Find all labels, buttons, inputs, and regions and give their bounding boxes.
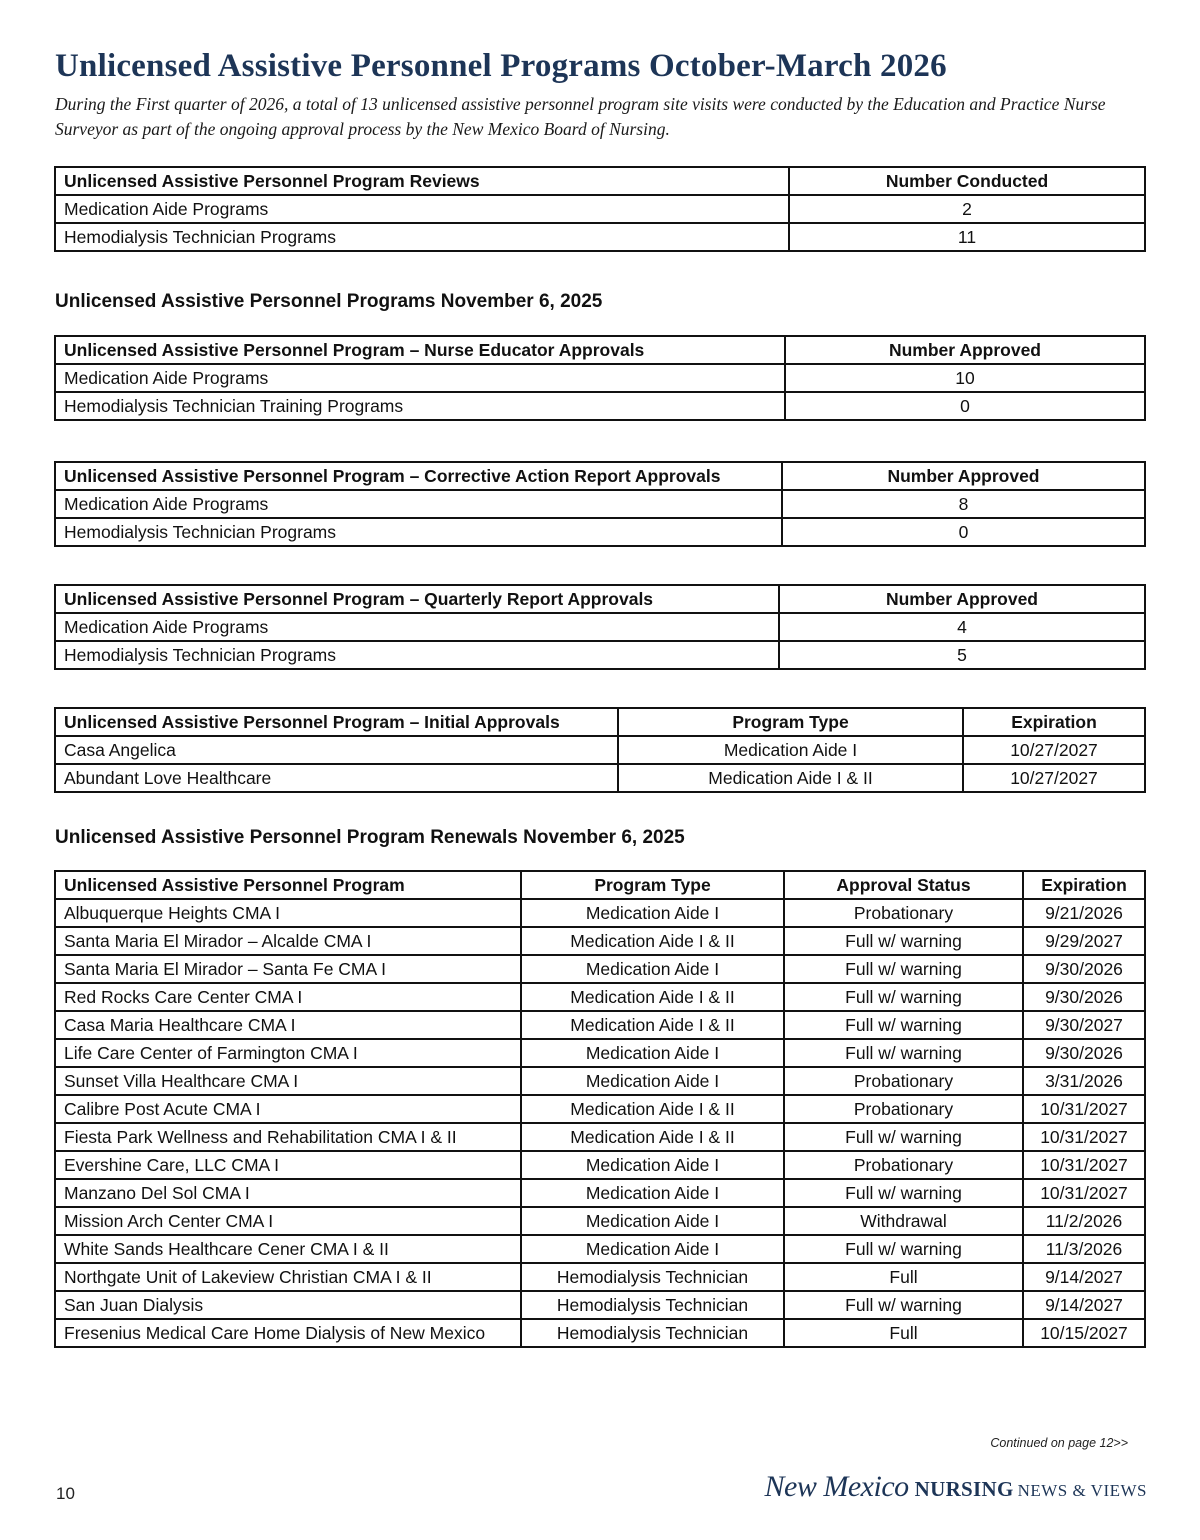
table-cell: Hemodialysis Technician	[521, 1263, 784, 1291]
table-cell: Full w/ warning	[784, 1291, 1023, 1319]
column-header: Unlicensed Assistive Personnel Program – Initial Approvals	[55, 708, 618, 736]
table-cell: 4	[779, 613, 1145, 641]
table-cell: Fiesta Park Wellness and Rehabilitation CMA I & II	[55, 1123, 521, 1151]
column-header: Expiration	[963, 708, 1145, 736]
table-cell: Medication Aide Programs	[55, 364, 785, 392]
table-cell: 9/21/2026	[1023, 899, 1145, 927]
table-cell: Full w/ warning	[784, 1179, 1023, 1207]
table-cell: Full w/ warning	[784, 955, 1023, 983]
table-cell: Full	[784, 1319, 1023, 1347]
table-cell: White Sands Healthcare Cener CMA I & II	[55, 1235, 521, 1263]
table-cell: Medication Aide I & II	[521, 983, 784, 1011]
table-header-row	[55, 708, 1145, 736]
initial-approvals-table	[54, 707, 1146, 793]
table-cell: Santa Maria El Mirador – Alcalde CMA I	[55, 927, 521, 955]
table-cell: 10/31/2027	[1023, 1123, 1145, 1151]
column-header: Number Approved	[779, 585, 1145, 613]
table-cell: Casa Angelica	[55, 736, 618, 764]
column-header: Unlicensed Assistive Personnel Program – Quarterly Report Approvals	[55, 585, 779, 613]
section-heading-november: Unlicensed Assistive Personnel Programs November 6, 2025	[55, 291, 603, 312]
table-cell: 8	[782, 490, 1145, 518]
continued-note: Continued on page 12>>	[990, 1436, 1128, 1450]
table-cell: Probationary	[784, 899, 1023, 927]
table-cell: 11/2/2026	[1023, 1207, 1145, 1235]
table-cell: 10/27/2027	[963, 736, 1145, 764]
table-cell: Hemodialysis Technician	[521, 1291, 784, 1319]
educator-approvals-table	[54, 335, 1146, 421]
table-cell: 11/3/2026	[1023, 1235, 1145, 1263]
table-row	[55, 195, 1145, 223]
table-cell: 9/29/2027	[1023, 927, 1145, 955]
table-cell: 0	[782, 518, 1145, 546]
table-cell: 11	[789, 223, 1145, 251]
table-cell: 10/27/2027	[963, 764, 1145, 792]
corrective-action-table	[54, 461, 1146, 547]
reviews-table	[54, 166, 1146, 252]
table-cell: Red Rocks Care Center CMA I	[55, 983, 521, 1011]
table-cell: Full w/ warning	[784, 1039, 1023, 1067]
table-header-row	[55, 585, 1145, 613]
column-header: Unlicensed Assistive Personnel Program Reviews	[55, 167, 789, 195]
table-cell: Medication Aide I	[618, 736, 963, 764]
table-cell: Medication Aide I	[521, 955, 784, 983]
table-cell: 10	[785, 364, 1145, 392]
table-row	[55, 1291, 1145, 1319]
table-cell: Hemodialysis Technician Programs	[55, 223, 789, 251]
table-cell: Full	[784, 1263, 1023, 1291]
column-header: Unlicensed Assistive Personnel Program – Nurse Educator Approvals	[55, 336, 785, 364]
table-row	[55, 1319, 1145, 1347]
table-cell: Evershine Care, LLC CMA I	[55, 1151, 521, 1179]
table-header-row	[55, 462, 1145, 490]
table-cell: Probationary	[784, 1095, 1023, 1123]
table-cell: Hemodialysis Technician Training Programs	[55, 392, 785, 420]
table-cell: Northgate Unit of Lakeview Christian CMA I & II	[55, 1263, 521, 1291]
table-cell: 5	[779, 641, 1145, 669]
table-row	[55, 1151, 1145, 1179]
column-header: Approval Status	[784, 871, 1023, 899]
table-cell: 0	[785, 392, 1145, 420]
brand-bold-text: NURSING	[914, 1477, 1014, 1501]
table-cell: Medication Aide I	[521, 1151, 784, 1179]
table-cell: Medication Aide I	[521, 1179, 784, 1207]
table-cell: Hemodialysis Technician Programs	[55, 518, 782, 546]
table-cell: Probationary	[784, 1151, 1023, 1179]
table-row	[55, 1123, 1145, 1151]
table-cell: Medication Aide I & II	[521, 927, 784, 955]
table-row	[55, 392, 1145, 420]
renewals-table	[54, 870, 1146, 1348]
table-cell: Probationary	[784, 1067, 1023, 1095]
column-header: Unlicensed Assistive Personnel Program – Corrective Action Report Approvals	[55, 462, 782, 490]
table-cell: Medication Aide Programs	[55, 613, 779, 641]
table-cell: Full w/ warning	[784, 983, 1023, 1011]
table-row	[55, 1207, 1145, 1235]
table-cell: Full w/ warning	[784, 927, 1023, 955]
table-cell: Full w/ warning	[784, 1235, 1023, 1263]
table-header-row	[55, 336, 1145, 364]
table-cell: Medication Aide I	[521, 1039, 784, 1067]
table-row	[55, 1011, 1145, 1039]
table-row	[55, 1179, 1145, 1207]
section-heading-renewals: Unlicensed Assistive Personnel Program Renewals November 6, 2025	[55, 827, 685, 848]
table-cell: Full w/ warning	[784, 1011, 1023, 1039]
table-cell: 9/14/2027	[1023, 1291, 1145, 1319]
table-cell: Hemodialysis Technician	[521, 1319, 784, 1347]
table-cell: Abundant Love Healthcare	[55, 764, 618, 792]
table-cell: Medication Aide I	[521, 1235, 784, 1263]
table-row	[55, 927, 1145, 955]
page-title: Unlicensed Assistive Personnel Programs October-March 2026	[55, 48, 947, 84]
table-row	[55, 736, 1145, 764]
column-header: Program Type	[521, 871, 784, 899]
column-header: Program Type	[618, 708, 963, 736]
table-row	[55, 613, 1145, 641]
table-row	[55, 955, 1145, 983]
table-row	[55, 518, 1145, 546]
table-row	[55, 364, 1145, 392]
table-row	[55, 1263, 1145, 1291]
table-cell: Medication Aide I & II	[521, 1123, 784, 1151]
table-cell: Albuquerque Heights CMA I	[55, 899, 521, 927]
table-cell: Medication Aide I & II	[521, 1095, 784, 1123]
table-row	[55, 764, 1145, 792]
table-cell: 9/14/2027	[1023, 1263, 1145, 1291]
brand-script-text: New Mexico	[764, 1470, 909, 1503]
table-cell: Medication Aide Programs	[55, 490, 782, 518]
table-cell: Medication Aide I	[521, 899, 784, 927]
table-cell: Santa Maria El Mirador – Santa Fe CMA I	[55, 955, 521, 983]
column-header: Number Approved	[785, 336, 1145, 364]
table-cell: Fresenius Medical Care Home Dialysis of New Mexico	[55, 1319, 521, 1347]
table-row	[55, 641, 1145, 669]
intro-paragraph: During the First quarter of 2026, a total of 13 unlicensed assistive personnel program site visits were conducted by the Education and Practice Nurse Surveyor as part of the ongoing approval process by the New Mexico Board of Nursing.	[55, 94, 1106, 139]
table-header-row	[55, 167, 1145, 195]
column-header: Unlicensed Assistive Personnel Program	[55, 871, 521, 899]
brand-small-text: NEWS & VIEWS	[1017, 1481, 1147, 1500]
table-cell: Manzano Del Sol CMA I	[55, 1179, 521, 1207]
table-cell: Hemodialysis Technician Programs	[55, 641, 779, 669]
table-row	[55, 1095, 1145, 1123]
column-header: Number Conducted	[789, 167, 1145, 195]
table-cell: 10/31/2027	[1023, 1179, 1145, 1207]
table-cell: Medication Aide I	[521, 1207, 784, 1235]
table-row	[55, 1235, 1145, 1263]
table-cell: San Juan Dialysis	[55, 1291, 521, 1319]
table-cell: 10/31/2027	[1023, 1095, 1145, 1123]
table-cell: 3/31/2026	[1023, 1067, 1145, 1095]
table-cell: 9/30/2026	[1023, 1039, 1145, 1067]
table-cell: Medication Aide I	[521, 1067, 784, 1095]
table-cell: 9/30/2026	[1023, 983, 1145, 1011]
publication-brand	[765, 1470, 1147, 1504]
table-row	[55, 983, 1145, 1011]
table-row	[55, 1067, 1145, 1095]
quarterly-report-table	[54, 584, 1146, 670]
table-cell: Medication Aide I & II	[521, 1011, 784, 1039]
table-cell: 10/31/2027	[1023, 1151, 1145, 1179]
table-header-row	[55, 871, 1145, 899]
table-cell: 10/15/2027	[1023, 1319, 1145, 1347]
table-cell: 9/30/2026	[1023, 955, 1145, 983]
table-row	[55, 223, 1145, 251]
table-cell: Casa Maria Healthcare CMA I	[55, 1011, 521, 1039]
table-cell: Medication Aide Programs	[55, 195, 789, 223]
table-cell: Mission Arch Center CMA I	[55, 1207, 521, 1235]
table-cell: Medication Aide I & II	[618, 764, 963, 792]
table-cell: Full w/ warning	[784, 1123, 1023, 1151]
table-row	[55, 1039, 1145, 1067]
column-header: Number Approved	[782, 462, 1145, 490]
table-cell: 2	[789, 195, 1145, 223]
table-cell: Life Care Center of Farmington CMA I	[55, 1039, 521, 1067]
table-cell: Calibre Post Acute CMA I	[55, 1095, 521, 1123]
table-row	[55, 490, 1145, 518]
column-header: Expiration	[1023, 871, 1145, 899]
table-cell: Sunset Villa Healthcare CMA I	[55, 1067, 521, 1095]
table-cell: 9/30/2027	[1023, 1011, 1145, 1039]
table-row	[55, 899, 1145, 927]
page-number: 10	[56, 1484, 75, 1503]
table-cell: Withdrawal	[784, 1207, 1023, 1235]
